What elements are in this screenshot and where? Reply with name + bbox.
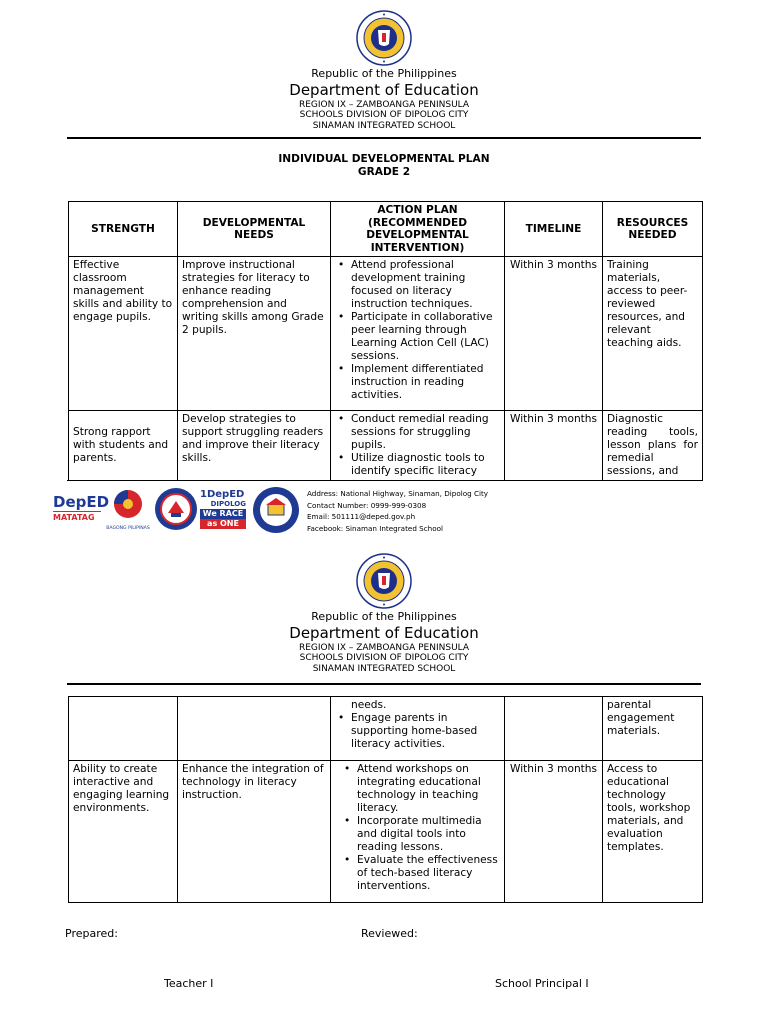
actions-cell	[331, 697, 505, 761]
bagong-pilipinas-logo	[106, 486, 150, 532]
action-item: • Participate in collaborative peer learning through Learning Action Cell (LAC) sessions.	[351, 311, 500, 363]
prepared-label: Prepared:	[65, 927, 118, 940]
actions-cell	[331, 761, 505, 903]
department-name: Department of Education	[289, 624, 479, 642]
school-seal-icon	[252, 486, 300, 534]
plan-table-continued	[68, 696, 703, 903]
dipolog-race-logo	[200, 485, 246, 533]
facebook-line: Facebook: Sinaman Integrated School	[307, 523, 444, 533]
strength-cell: Strong rapport with students and parents.	[69, 411, 178, 481]
deped-matatag-logo	[53, 485, 110, 533]
email-line: Email: 501111@deped.gov.ph	[307, 512, 416, 521]
timeline-cell: Within 3 months	[505, 761, 603, 903]
school-contact-block	[307, 488, 488, 534]
actions-cell	[331, 411, 505, 481]
matatag-logo-text: MATATAG	[53, 511, 101, 523]
deped-seal-icon	[356, 10, 412, 66]
bagong-logo-text: BAGONG PILIPINAS	[106, 526, 150, 531]
needs-cell: Develop strategies to support struggling readers and improve their literacy skills.	[178, 411, 331, 481]
plan-table	[68, 201, 703, 481]
deped-seal-icon	[356, 553, 412, 609]
contact-number-line: Contact Number: 0999-999-0308	[307, 500, 427, 510]
timeline-cell	[505, 697, 603, 761]
doc-title: INDIVIDUAL DEVELOPMENTAL PLAN	[278, 153, 490, 165]
school-line: SINAMAN INTEGRATED SCHOOL	[312, 664, 456, 674]
dipolog-logo-text-1: 1DepED	[200, 489, 245, 500]
action-item: • Implement differentiated instruction in reading activities.	[351, 363, 500, 402]
action-item: • Engage parents in supporting home-based literacy activities.	[351, 712, 500, 751]
reviewed-label: Reviewed:	[361, 927, 418, 940]
header-divider	[67, 137, 701, 139]
timeline-cell: Within 3 months	[505, 411, 603, 481]
footer-divider	[67, 480, 481, 481]
table-header-row	[69, 202, 703, 257]
table-row	[69, 697, 703, 761]
action-item: • Utilize diagnostic tools to identify specific literacy	[351, 452, 500, 478]
needs-cell: Improve instructional strategies for literacy to enhance reading comprehension and writing skills among Grade 2 pupils.	[178, 257, 331, 411]
doc-subtitle: GRADE 2	[357, 166, 411, 178]
table-row	[69, 761, 703, 903]
teacher-title: Teacher I	[164, 977, 214, 990]
action-item: • Evaluate the effectiveness of tech-based literacy interventions.	[357, 854, 500, 893]
division-line: SCHOOLS DIVISION OF DIPOLOG CITY	[299, 653, 469, 663]
table-row	[69, 257, 703, 411]
dipolog-logo-text-2: DIPOLOG	[210, 500, 246, 508]
needs-cell	[178, 697, 331, 761]
strength-cell: Ability to create interactive and engaging learning environments.	[69, 761, 178, 903]
action-continued-text: needs.	[351, 699, 387, 711]
col-header-timeline: TIMELINE	[505, 202, 603, 257]
action-item: • Attend professional development training focused on literacy instruction techniques.	[351, 259, 500, 311]
action-item: • Incorporate multimedia and digital tools into reading lessons.	[357, 815, 500, 854]
col-header-resources: RESOURCES NEEDED	[603, 202, 703, 257]
school-line: SINAMAN INTEGRATED SCHOOL	[312, 121, 456, 131]
resources-cell: parental engagement materials.	[603, 697, 703, 761]
actions-cell	[331, 257, 505, 411]
action-item: • Attend workshops on integrating educational technology in teaching literacy.	[357, 763, 500, 815]
table-row	[69, 411, 703, 481]
needs-cell: Enhance the integration of technology in literacy instruction.	[178, 761, 331, 903]
strength-cell	[69, 697, 178, 761]
resources-cell: Access to educational technology tools, workshop materials, and evaluation templates.	[603, 761, 703, 903]
region-line: REGION IX – ZAMBOANGA PENINSULA	[298, 100, 470, 110]
republic-line: Republic of the Philippines	[311, 610, 457, 623]
as-one-text: as ONE	[200, 519, 246, 529]
we-race-text: We RACE	[200, 509, 246, 519]
strength-cell: Effective classroom management skills and ability to engage pupils.	[69, 257, 178, 411]
timeline-cell: Within 3 months	[505, 257, 603, 411]
resources-cell: Training materials, access to peer-reviewed resources, and relevant teaching aids.	[603, 257, 703, 411]
resources-cell: Diagnostic reading tools, lesson plans for remedial sessions, and	[603, 411, 703, 481]
region-line: REGION IX – ZAMBOANGA PENINSULA	[298, 643, 470, 653]
col-header-action-plan: ACTION PLAN (RECOMMENDED DEVELOPMENTAL INTERVENTION)	[331, 202, 505, 257]
division-line: SCHOOLS DIVISION OF DIPOLOG CITY	[299, 110, 469, 120]
principal-title: School Principal I	[495, 977, 589, 990]
action-item: • Conduct remedial reading sessions for struggling pupils.	[351, 413, 500, 452]
republic-line: Republic of the Philippines	[311, 67, 457, 80]
deped-logo-text: DepED	[53, 493, 110, 511]
division-seal-icon	[154, 487, 198, 531]
col-header-strength: STRENGTH	[69, 202, 178, 257]
address-line: Address: National Highway, Sinaman, Dipolog City	[307, 489, 489, 498]
col-header-needs: DEVELOPMENTAL NEEDS	[178, 202, 331, 257]
header-divider	[67, 683, 701, 685]
department-name: Department of Education	[289, 81, 479, 99]
